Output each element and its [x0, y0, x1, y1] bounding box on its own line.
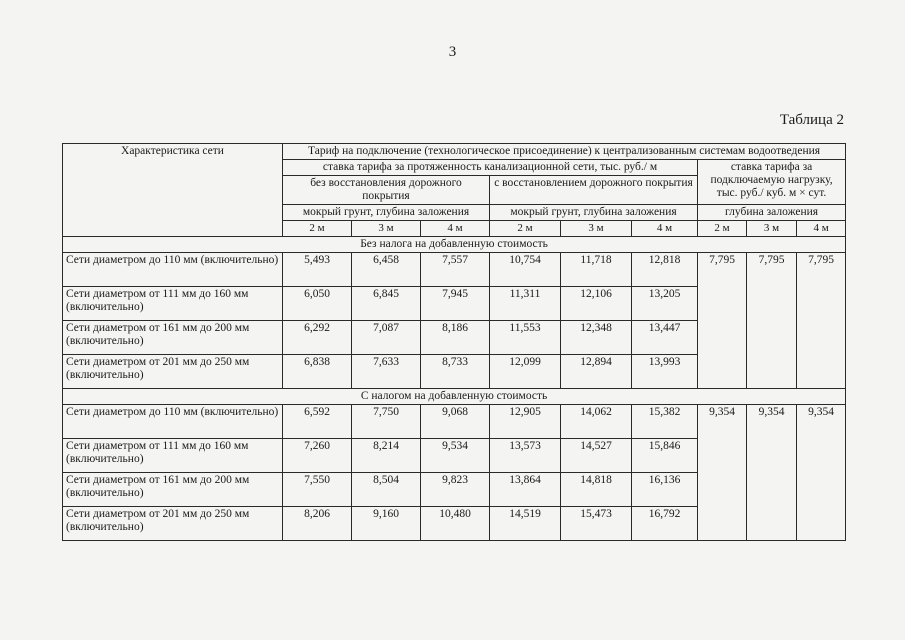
depth-header-cell: 2 м	[698, 221, 747, 237]
tariff-value-cell: 8,504	[352, 473, 421, 507]
tariff-value-cell: 12,905	[490, 405, 561, 439]
section-header-row	[63, 389, 846, 405]
tariff-value-cell: 7,557	[421, 253, 490, 287]
depth-header-cell: 3 м	[561, 221, 632, 237]
table-row	[63, 405, 846, 439]
tariff-value-cell: 14,818	[561, 473, 632, 507]
network-diameter-label: Сети диаметром до 110 мм (включительно)	[63, 405, 283, 439]
tariff-value-cell: 11,553	[490, 321, 561, 355]
header-characteristic: Характеристика сети	[63, 144, 283, 237]
tariff-value-cell: 7,633	[352, 355, 421, 389]
tariff-value-cell: 10,480	[421, 507, 490, 541]
header-load-rate: ставка тарифа за подключаемую нагрузку, тыс. руб./ куб. м × сут.	[698, 160, 846, 205]
tariff-value-cell: 16,792	[632, 507, 698, 541]
tariff-value-cell: 15,846	[632, 439, 698, 473]
tariff-value-cell: 6,838	[283, 355, 352, 389]
header-with-restoration: с восстановлением дорожного покрытия	[490, 176, 698, 205]
tariff-value-cell: 7,260	[283, 439, 352, 473]
tariff-value-cell: 6,458	[352, 253, 421, 287]
header-tariff-title: Тариф на подключение (технологическое присоединение) к централизованным системам водоотведения	[283, 144, 846, 160]
tariff-value-cell: 6,292	[283, 321, 352, 355]
tariff-value-cell: 13,447	[632, 321, 698, 355]
tariff-value-cell: 12,099	[490, 355, 561, 389]
header-depth: глубина заложения	[698, 205, 846, 221]
tariff-value-cell: 9,534	[421, 439, 490, 473]
tariff-value-cell: 6,050	[283, 287, 352, 321]
network-diameter-label: Сети диаметром от 111 мм до 160 мм (включительно)	[63, 439, 283, 473]
tariff-value-cell: 8,186	[421, 321, 490, 355]
load-rate-value-cell: 7,795	[797, 253, 846, 389]
tariff-value-cell: 12,818	[632, 253, 698, 287]
tariff-value-cell: 9,823	[421, 473, 490, 507]
section-header-row	[63, 237, 846, 253]
depth-header-cell: 2 м	[283, 221, 352, 237]
section-title: С налогом на добавленную стоимость	[63, 389, 846, 405]
tariff-value-cell: 14,527	[561, 439, 632, 473]
load-rate-value-cell: 9,354	[747, 405, 797, 541]
tariff-value-cell: 8,206	[283, 507, 352, 541]
tariff-table	[62, 143, 846, 541]
header-wet-soil-2: мокрый грунт, глубина заложения	[490, 205, 698, 221]
page-number: 3	[448, 44, 457, 60]
network-diameter-label: Сети диаметром от 111 мм до 160 мм (включительно)	[63, 287, 283, 321]
tariff-value-cell: 12,348	[561, 321, 632, 355]
depth-header-cell: 4 м	[797, 221, 846, 237]
network-diameter-label: Сети диаметром от 161 мм до 200 мм (включительно)	[63, 321, 283, 355]
network-diameter-label: Сети диаметром от 161 мм до 200 мм (включительно)	[63, 473, 283, 507]
table-row	[63, 253, 846, 287]
tariff-value-cell: 11,718	[561, 253, 632, 287]
table-label: Таблица 2	[779, 112, 844, 128]
tariff-value-cell: 7,087	[352, 321, 421, 355]
tariff-value-cell: 13,864	[490, 473, 561, 507]
tariff-value-cell: 15,473	[561, 507, 632, 541]
tariff-value-cell: 13,205	[632, 287, 698, 321]
load-rate-value-cell: 9,354	[698, 405, 747, 541]
tariff-value-cell: 13,993	[632, 355, 698, 389]
depth-header-cell: 3 м	[352, 221, 421, 237]
depth-header-cell: 2 м	[490, 221, 561, 237]
header-length-rate: ставка тарифа за протяженность канализационной сети, тыс. руб./ м	[283, 160, 698, 176]
tariff-value-cell: 14,062	[561, 405, 632, 439]
depth-header-cell: 4 м	[421, 221, 490, 237]
tariff-value-cell: 13,573	[490, 439, 561, 473]
load-rate-value-cell: 7,795	[698, 253, 747, 389]
depth-header-cell: 4 м	[632, 221, 698, 237]
tariff-value-cell: 15,382	[632, 405, 698, 439]
tariff-value-cell: 7,945	[421, 287, 490, 321]
header-wet-soil-1: мокрый грунт, глубина заложения	[283, 205, 490, 221]
tariff-value-cell: 9,160	[352, 507, 421, 541]
tariff-value-cell: 12,106	[561, 287, 632, 321]
network-diameter-label: Сети диаметром до 110 мм (включительно)	[63, 253, 283, 287]
tariff-value-cell: 9,068	[421, 405, 490, 439]
depth-header-cell: 3 м	[747, 221, 797, 237]
tariff-value-cell: 6,592	[283, 405, 352, 439]
tariff-value-cell: 10,754	[490, 253, 561, 287]
tariff-value-cell: 8,214	[352, 439, 421, 473]
tariff-value-cell: 5,493	[283, 253, 352, 287]
tariff-value-cell: 11,311	[490, 287, 561, 321]
tariff-value-cell: 6,845	[352, 287, 421, 321]
load-rate-value-cell: 9,354	[797, 405, 846, 541]
section-title: Без налога на добавленную стоимость	[63, 237, 846, 253]
tariff-value-cell: 16,136	[632, 473, 698, 507]
tariff-value-cell: 14,519	[490, 507, 561, 541]
network-diameter-label: Сети диаметром от 201 мм до 250 мм (включительно)	[63, 355, 283, 389]
tariff-value-cell: 7,550	[283, 473, 352, 507]
load-rate-value-cell: 7,795	[747, 253, 797, 389]
network-diameter-label: Сети диаметром от 201 мм до 250 мм (включительно)	[63, 507, 283, 541]
tariff-value-cell: 12,894	[561, 355, 632, 389]
tariff-value-cell: 7,750	[352, 405, 421, 439]
header-without-restoration: без восстановления дорожного покрытия	[283, 176, 490, 205]
tariff-value-cell: 8,733	[421, 355, 490, 389]
